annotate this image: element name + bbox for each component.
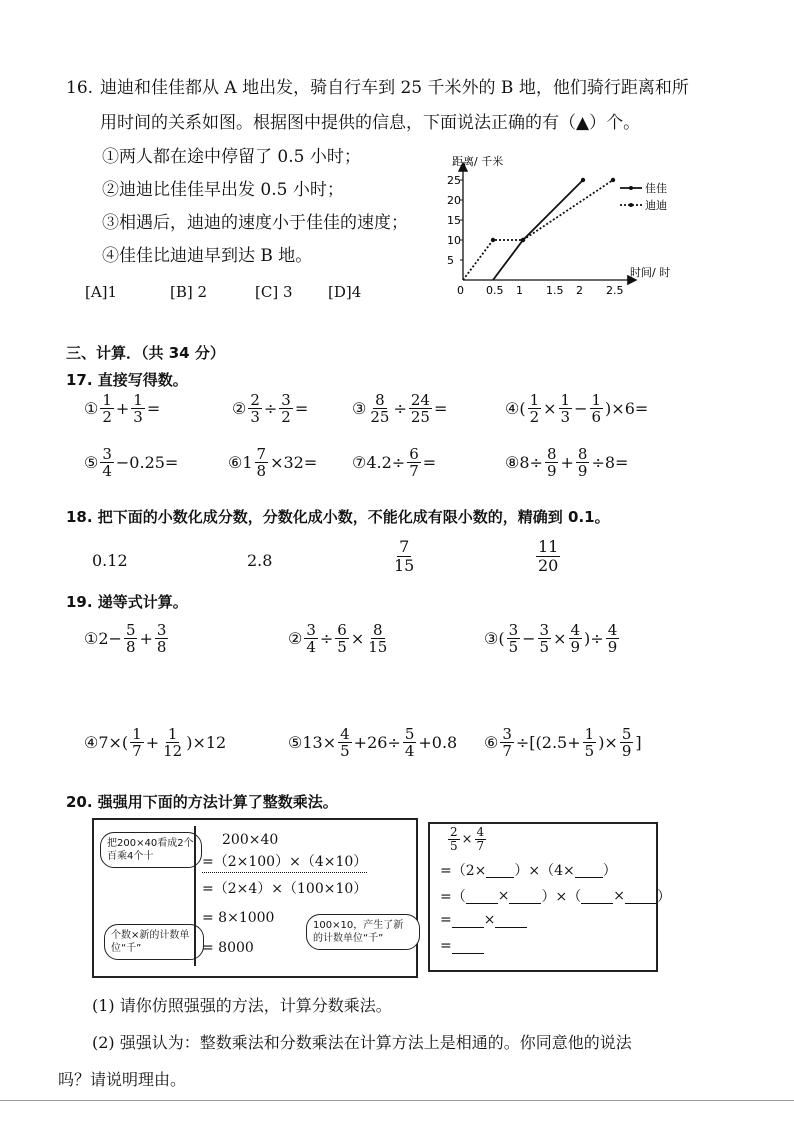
page-bottom-rule — [0, 1100, 794, 1101]
q18-value-2: 2.8 — [247, 551, 273, 570]
q19-expr-4: ④ 7×( $\frac{1}{7}$ + $\frac{1}{12}$ )×12 — [84, 725, 227, 760]
q17-item-4: ④ ( $\frac{1}{2}$ × $\frac{1}{3}$ − $\frac{1}{6}$ )×6= — [505, 391, 649, 426]
chart-x-tick-label: 1.5 — [546, 284, 564, 297]
chart-point — [521, 238, 525, 242]
q19-expr-6: ⑥ $\frac{3}{7}$ ÷[(2.5+ $\frac{1}{5}$ )× $\frac{5}{9}$ ] — [484, 725, 642, 760]
q17-item-5: ⑤ $\frac{3}{4}$ −0.25= — [84, 445, 179, 480]
q20-title: 20. 强强用下面的方法计算了整数乘法。 — [66, 793, 338, 811]
bracket-line — [194, 826, 196, 966]
q16-statement-4: ④佳佳比迪迪早到达 B 地。 — [102, 246, 313, 266]
blank-2-d[interactable] — [625, 889, 657, 904]
chart-x-tick-label: 0.5 — [486, 284, 504, 297]
chart-y-tick-label: 5 — [447, 254, 454, 267]
q17-title: 17. 直接写得数。 — [66, 371, 188, 389]
blank-1-a[interactable] — [486, 863, 514, 878]
blank-2-c[interactable] — [581, 889, 613, 904]
q16-text-line1: 迪迪和佳佳都从 A 地出发，骑自行车到 25 千米外的 B 地，他们骑行距离和所 — [100, 78, 689, 98]
int-step-4: = 8000 — [202, 940, 254, 956]
q19-expr-2: ② $\frac{3}{4}$ ÷ $\frac{6}{5}$ × $\frac{8}{15}$ — [288, 621, 388, 656]
q19-title: 19. 递等式计算。 — [66, 593, 188, 611]
blank-3-b[interactable] — [495, 913, 527, 928]
blank-2-b[interactable] — [509, 889, 541, 904]
q17-item-8: ⑧ 8÷ $\frac{8}{9}$ + $\frac{8}{9}$ ÷8= — [505, 445, 629, 480]
bubble-hint-1: 把200×40看成2个百乘4个十 — [100, 832, 202, 868]
q16-statement-3: ③相遇后，迪迪的速度小于佳佳的速度； — [102, 213, 408, 233]
chart-series-line-didi — [463, 180, 613, 280]
q16-number: 16. — [66, 78, 94, 98]
chart-y-tick-label: 15 — [447, 214, 461, 227]
q17-item-1: ① $\frac{1}{2}$ + $\frac{1}{3}$ = — [84, 391, 161, 426]
chart-legend — [620, 181, 667, 212]
bubble-hint-2: 个数×新的计数单位“千” — [104, 924, 204, 960]
chart-point — [491, 238, 495, 242]
q19-expr-5: ⑤ 13× $\frac{4}{5}$ +26÷ $\frac{5}{4}$ +0.8 — [288, 725, 458, 760]
legend-label-didi: 迪迪 — [645, 199, 667, 212]
q16-option-d: [D]4 — [328, 283, 362, 301]
frac-step-4: = — [440, 938, 484, 954]
q16-statement-2: ②迪迪比佳佳早出发 0.5 小时； — [102, 180, 344, 200]
q17-item-2: ② $\frac{2}{3}$ ÷ $\frac{3}{2}$ = — [232, 391, 309, 426]
q20-sub-1: (1) 请你仿照强强的方法，计算分数乘法。 — [92, 996, 392, 1015]
chart-xlabel: 时间/ 时 — [630, 266, 671, 279]
q16-statement-1: ①两人都在途中停留了 0.5 小时； — [102, 147, 361, 167]
legend-label-jiajia: 佳佳 — [645, 182, 667, 195]
q18-fraction-1: $\frac{7}{15}$ — [394, 537, 415, 575]
blank-1-b[interactable] — [575, 863, 603, 878]
q19-expr-1: ① 2− $\frac{5}{8}$ + $\frac{3}{8}$ — [84, 621, 167, 656]
frac-step-0: $\frac{2}{5}$ × $\frac{4}{7}$ — [450, 825, 485, 853]
chart-y-tick-label: 25 — [447, 174, 461, 187]
chart-x-tick-label: 2 — [576, 284, 583, 297]
q16-text-line2: 用时间的关系如图。根据图中提供的信息，下面说法正确的有（▲）个。 — [100, 113, 641, 133]
int-step-1: =（2×100）×（4×10） — [202, 852, 367, 873]
blank-4-a[interactable] — [452, 939, 484, 954]
frac-step-3: = × — [440, 912, 527, 928]
blank-2-a[interactable] — [466, 889, 498, 904]
chart-ylabel: 距离/ 千米 — [452, 155, 504, 168]
chart-y-tick-label: 20 — [447, 194, 461, 207]
chart-series-line-jiajia — [493, 180, 583, 280]
q17-item-3: ③ $\frac{8}{25}$ ÷ $\frac{24}{25}$ = — [352, 391, 448, 426]
bubble-hint-3: 100×10，产生了新的计数单位“千” — [306, 914, 420, 950]
int-step-2: =（2×4）×（100×10） — [202, 881, 368, 897]
distance-time-chart — [430, 150, 690, 300]
chart-x-tick-label: 2.5 — [606, 284, 624, 297]
q19-expr-3: ③ ( $\frac{3}{5}$ − $\frac{3}{5}$ × $\frac{4}{9}$ )÷ $\frac{4}{9}$ — [484, 621, 618, 656]
frac-step-2: =（ × ）×（ × ） — [440, 888, 671, 905]
section3-title: 三、计算．（共 34 分） — [66, 344, 225, 362]
q16-option-a: [A]1 — [85, 283, 118, 301]
chart-x-tick-label: 0 — [457, 284, 464, 297]
q16-option-b: [B] 2 — [170, 283, 208, 301]
q18-fraction-2: $\frac{11}{20}$ — [538, 537, 559, 575]
q17-item-6: ⑥ 1 $\frac{7}{8}$ ×32= — [228, 445, 318, 480]
blank-3-a[interactable] — [452, 913, 484, 928]
q18-value-1: 0.12 — [92, 551, 128, 570]
int-step-3: = 8×1000 — [202, 910, 275, 926]
q18-title: 18. 把下面的小数化成分数，分数化成小数，不能化成有限小数的，精确到 0.1。 — [66, 508, 610, 526]
frac-step-1: =（2× ）×（4× ） — [440, 863, 617, 879]
q20-sub-2-cont: 吗？请说明理由。 — [58, 1070, 187, 1089]
q17-item-7: ⑦ 4.2÷ $\frac{6}{7}$ = — [352, 445, 437, 480]
chart-y-tick-label: 10 — [447, 234, 461, 247]
chart-point — [611, 178, 615, 182]
chart-x-tick-label: 1 — [516, 284, 523, 297]
q20-sub-2: (2) 强强认为：整数乘法和分数乘法在计算方法上是相通的。你同意他的说法 — [92, 1033, 632, 1052]
q16-option-c: [C] 3 — [255, 283, 293, 301]
int-step-0: 200×40 — [222, 832, 279, 848]
chart-point — [581, 178, 585, 182]
